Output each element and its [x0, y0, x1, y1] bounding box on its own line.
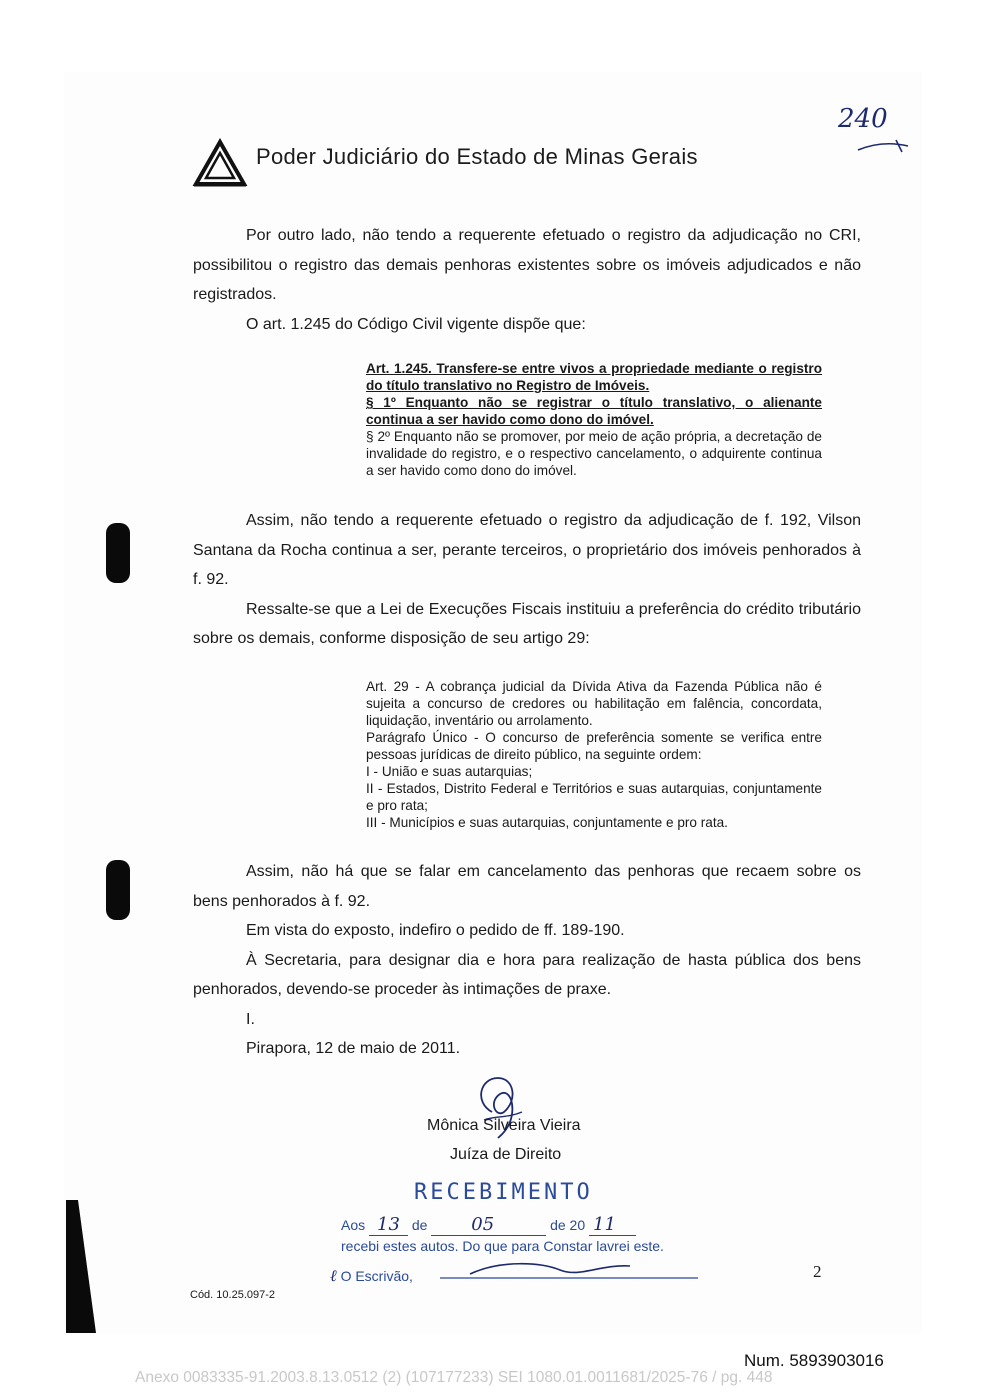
- annex-footer: Anexo 0083335-91.2003.8.13.0512 (2) (107177233) SEI 1080.01.0011681/2025-76 / pg. 448: [135, 1369, 773, 1386]
- folio-strike-mark: [852, 136, 912, 156]
- stamp-date-line: [341, 1214, 636, 1235]
- stamp-received-line: recebi estes autos. Do que para Constar lavrei este.: [341, 1238, 664, 1254]
- court-name: Poder Judiciário do Estado de Minas Gerais: [256, 144, 698, 169]
- page-number: 2: [813, 1262, 822, 1281]
- judge-title: Juíza de Direito: [450, 1146, 562, 1163]
- paragraph-3: Assim, não tendo a requerente efetuado o registro da adjudicação de f. 192, Vilson Santana da Rocha continua a ser, perante terceiros, o proprietário dos imóveis penhorados à f. 92.: [193, 512, 861, 588]
- quote-lef-article-29: [366, 678, 822, 831]
- paragraph-4: Ressalte-se que a Lei de Execuções Fiscais instituiu a preferência do crédito tributário sobre os demais, conforme disposição de seu artigo 29:: [193, 600, 861, 647]
- judge-name: Mônica Silveira Vieira: [427, 1117, 581, 1134]
- paragraph-7: À Secretaria, para designar dia e hora para realização de hasta pública dos bens penhorados, devendo-se proceder às intimações de praxe.: [193, 951, 861, 998]
- paragraph-9: Pirapora, 12 de maio de 2011.: [246, 1040, 461, 1057]
- quote-civil-code: [366, 360, 822, 479]
- paragraph-5: Assim, não há que se falar em cancelamento das penhoras que recaem sobre os bens penhorados à f. 92.: [193, 863, 861, 910]
- body-block-3: [193, 857, 861, 1064]
- quote-lef-sole-paragraph: Parágrafo Único - O concurso de preferência somente se verifica entre pessoas jurídicas de direito público, na seguinte ordem:: [366, 730, 822, 762]
- stamp-de-1: de: [411, 1217, 428, 1233]
- quote-civil-code-paragraph-2: § 2º Enquanto não se promover, por meio de ação própria, a decretação de invalidade do registro, e o respectivo cancelamento, o adquirente continua a ser havido como dono do imóvel.: [366, 429, 822, 478]
- body-block-1: [193, 221, 861, 339]
- paragraph-8: I.: [246, 1010, 255, 1028]
- quote-lef-item-2: II - Estados, Distrito Federal e Territórios e suas autarquias, conjuntamente e pro rata;: [366, 781, 822, 813]
- quote-lef-item-1: I - União e suas autarquias;: [366, 764, 533, 779]
- redaction-mark-1: [106, 523, 130, 583]
- form-code: Cód. 10.25.097-2: [190, 1289, 276, 1301]
- quote-civil-code-caput: Art. 1.245. Transfere-se entre vivos a propriedade mediante o registro do título translativo no Registro de Imóveis.: [366, 361, 822, 393]
- stamp-clerk-line: [330, 1266, 413, 1286]
- redaction-mark-2: [106, 860, 130, 920]
- stamp-year: 11: [589, 1214, 636, 1236]
- folio-number: 240: [838, 104, 888, 134]
- body-block-2: [193, 506, 861, 654]
- paragraph-6: Em vista do exposto, indefiro o pedido de ff. 189-190.: [246, 922, 625, 939]
- paragraph-2: O art. 1.245 do Código Civil vigente dispõe que:: [246, 315, 586, 333]
- quote-lef-caput: Art. 29 - A cobrança judicial da Dívida Ativa da Fazenda Pública não é sujeita a concurso de credores ou habilitação em falência, concordata, liquidação, inventário ou arrolamento.: [366, 679, 822, 728]
- court-logo-triangle-icon: [192, 138, 248, 188]
- stamp-day: 13: [369, 1214, 408, 1236]
- quote-lef-item-3: III - Municípios e suas autarquias, conjuntamente e pro rata.: [366, 815, 728, 830]
- stamp-de-2: de 20: [550, 1217, 586, 1233]
- clerk-signature-icon: [430, 1258, 700, 1282]
- stamp-title: RECEBIMENTO: [414, 1180, 593, 1205]
- paragraph-1: Por outro lado, não tendo a requerente efetuado o registro da adjudicação no CRI, possibilitou o registro das demais penhoras existentes sobre os imóveis adjudicados e não registrados.: [193, 227, 861, 303]
- document-number: Num. 5893903016: [744, 1351, 884, 1370]
- stamp-initials-mark: ℓ: [330, 1266, 337, 1285]
- stamp-clerk-label: O Escrivão,: [340, 1268, 413, 1284]
- stamp-month: 05: [431, 1214, 546, 1236]
- quote-civil-code-paragraph-1: § 1º Enquanto não se registrar o título translativo, o alienante continua a ser havido como dono do imóvel.: [366, 395, 822, 427]
- stamp-aos: Aos: [341, 1217, 366, 1233]
